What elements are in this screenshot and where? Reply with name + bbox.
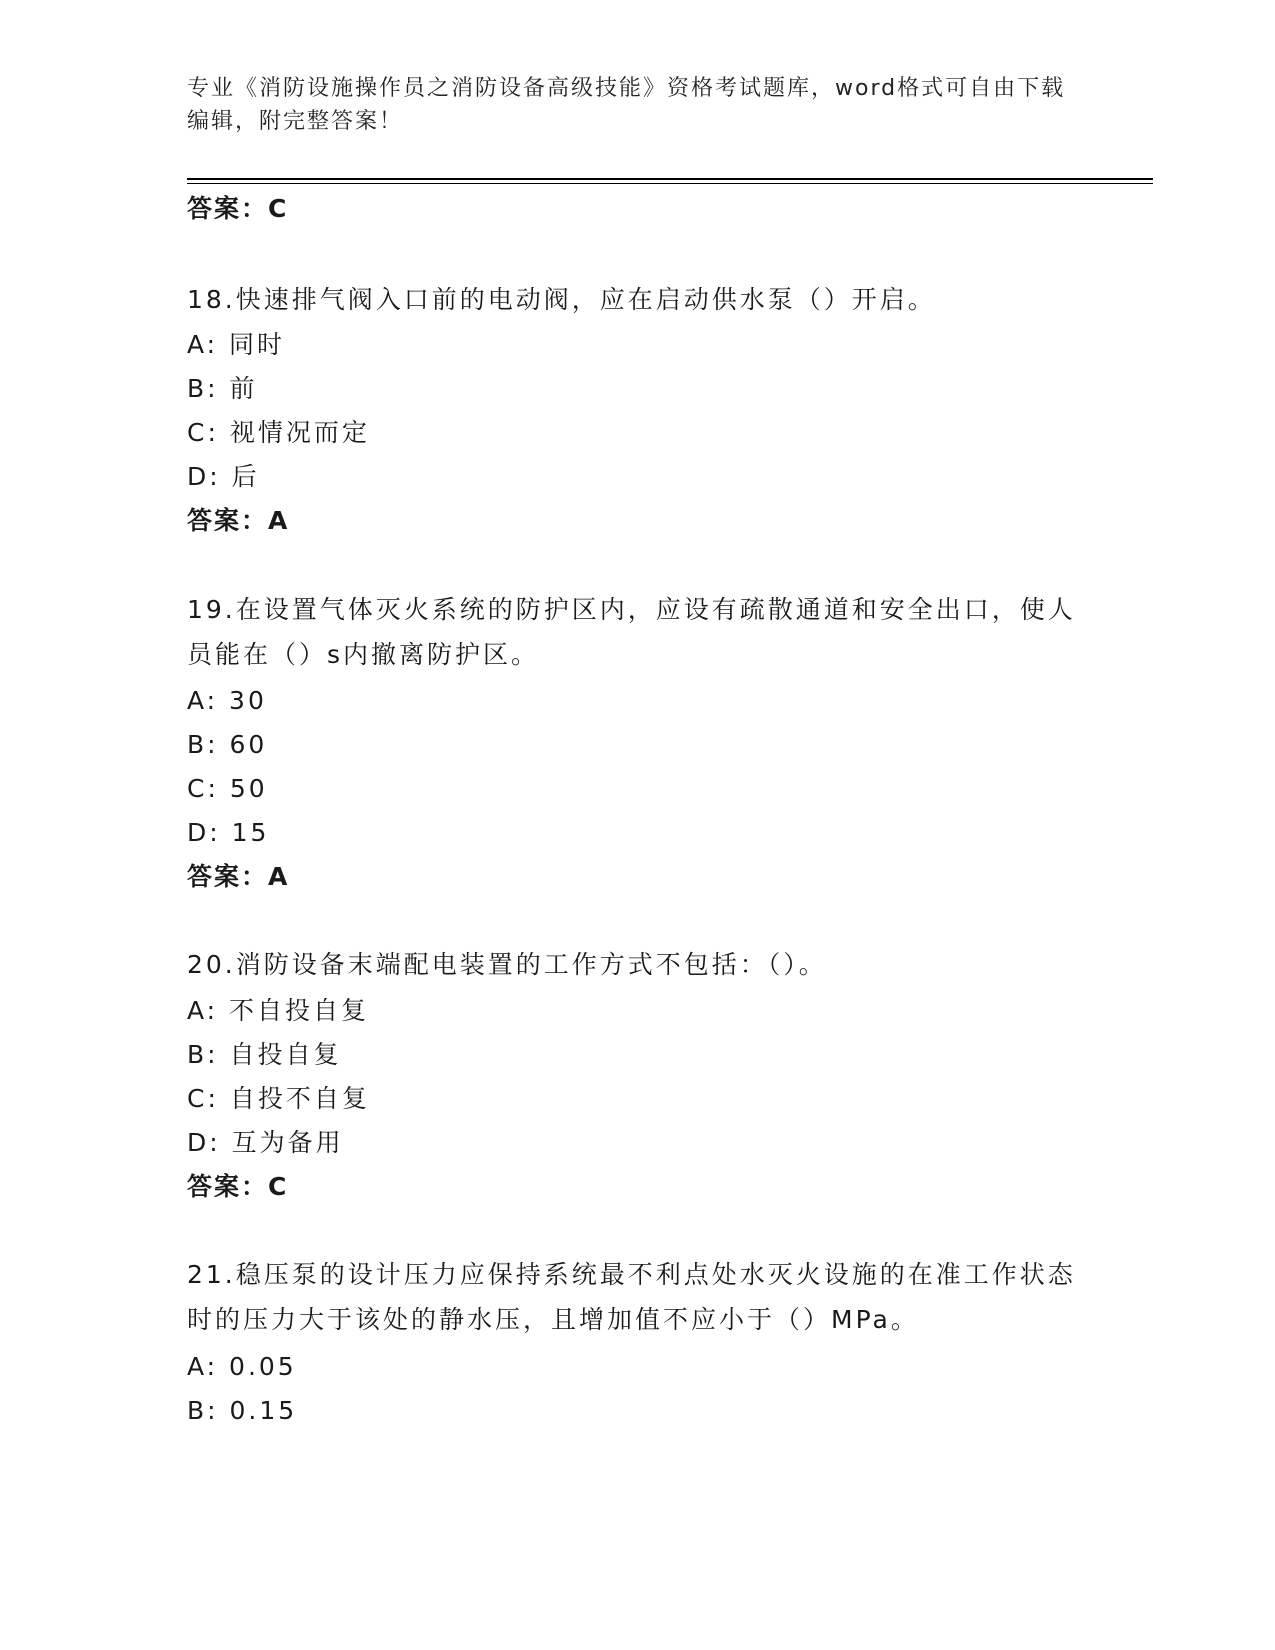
question-20-option-a: A: 不自投自复	[187, 996, 370, 1025]
question-20-option-c: C: 自投不自复	[187, 1084, 370, 1113]
question-20-option-b: B: 自投自复	[187, 1040, 342, 1069]
question-18-option-a: A: 同时	[187, 330, 286, 359]
document-header: 专业《消防设施操作员之消防设备高级技能》资格考试题库，word格式可自由下载编辑，附完整答案！	[187, 76, 1066, 134]
question-18-option-d: D: 后	[187, 462, 260, 491]
question-19-option-c: C: 50	[187, 774, 268, 803]
header-divider-thin	[187, 183, 1153, 184]
question-19-option-d: D: 15	[187, 818, 270, 847]
header-divider-thick	[187, 178, 1153, 180]
question-19-answer: 答案：A	[187, 862, 290, 891]
question-19-option-a: A: 30	[187, 686, 267, 715]
question-20-answer: 答案：C	[187, 1172, 289, 1201]
question-18-option-b: B: 前	[187, 374, 258, 403]
question-21-option-b: B: 0.15	[187, 1396, 298, 1425]
question-18-option-c: C: 视情况而定	[187, 418, 370, 447]
question-19-option-b: B: 60	[187, 730, 268, 759]
question-18-answer: 答案：A	[187, 506, 290, 535]
question-20-option-d: D: 互为备用	[187, 1128, 344, 1157]
question-20-stem: 20.消防设备末端配电装置的工作方式不包括：（）。	[187, 950, 827, 979]
question-21-stem: 21.稳压泵的设计压力应保持系统最不利点处水灭火设施的在准工作状态时的压力大于该处的静水压，且增加值不应小于（）MPa。	[187, 1260, 1076, 1334]
previous-answer: 答案：C	[187, 194, 289, 223]
question-19-stem: 19.在设置气体灭火系统的防护区内，应设有疏散通道和安全出口，使人员能在（）s内撤离防护区。	[187, 595, 1076, 669]
question-18-stem: 18.快速排气阀入口前的电动阀，应在启动供水泵（）开启。	[187, 285, 936, 314]
question-21-option-a: A: 0.05	[187, 1352, 297, 1381]
